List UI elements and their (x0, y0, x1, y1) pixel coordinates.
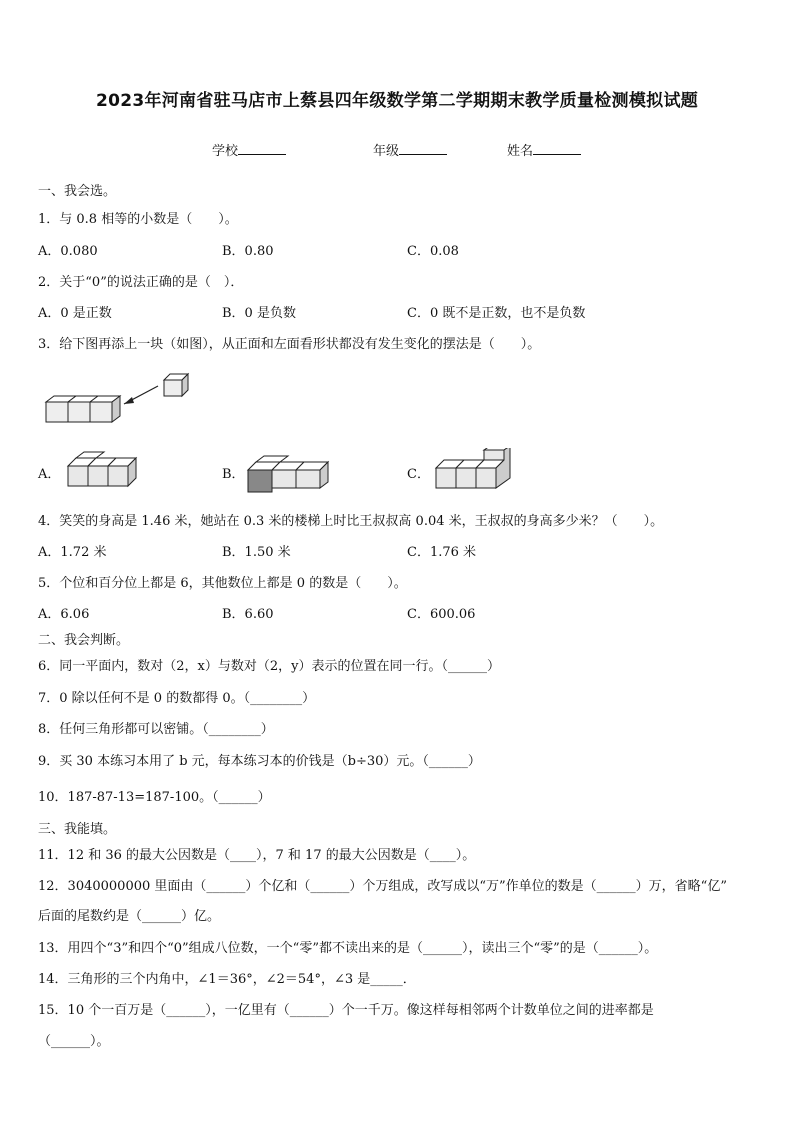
question-9[interactable]: 9．买 30 本练习本用了 b 元，每本练习本的价钱是（b÷30）元。（______） (38, 754, 481, 769)
q5-option-c[interactable]: C．600.06 (407, 607, 476, 622)
name-blank[interactable] (533, 143, 581, 155)
question-3: 3．给下图再添上一块（如图），从正面和左面看形状都没有发生变化的摆法是（ ）。 (38, 337, 541, 352)
q4-option-c[interactable]: C．1.76 米 (407, 545, 477, 560)
q2-option-c[interactable]: C．0 既不是正数，也不是负数 (407, 306, 586, 321)
q3-option-a[interactable]: A． (38, 467, 61, 482)
name-field[interactable] (507, 140, 581, 159)
grade-field[interactable] (373, 140, 447, 159)
q1-option-a[interactable]: A．0.080 (38, 244, 98, 259)
section-heading-2: 二、我会判断。 (38, 633, 130, 648)
q1-option-c[interactable]: C．0.08 (407, 244, 459, 259)
q3-option-c-figure (432, 448, 522, 492)
question-10[interactable]: 10．187-87-13=187-100。（______） (38, 790, 271, 805)
question-14[interactable]: 14．三角形的三个内角中，∠1＝36°，∠2＝54°，∠3 是_____． (38, 972, 416, 987)
q3-base-figure (40, 366, 200, 430)
q3-option-c[interactable]: C． (407, 467, 430, 482)
section-heading-3: 三、我能填。 (38, 822, 117, 837)
name-label: 姓名 (507, 144, 534, 159)
q4-option-a[interactable]: A．1.72 米 (38, 545, 107, 560)
question-7[interactable]: 7．0 除以任何不是 0 的数都得 0。（________） (38, 691, 316, 706)
question-11[interactable]: 11．12 和 36 的最大公因数是（____），7 和 17 的最大公因数是（____）。 (38, 848, 476, 863)
question-1: 1．与 0.8 相等的小数是（ ）。 (38, 212, 238, 227)
question-5: 5．个位和百分位上都是 6，其他数位上都是 0 的数是（ ）。 (38, 576, 407, 591)
grade-label: 年级 (373, 144, 400, 159)
q3-option-b[interactable]: B． (222, 467, 245, 482)
school-blank[interactable] (238, 143, 286, 155)
q1-option-b[interactable]: B．0.80 (222, 244, 274, 259)
question-15-line-2[interactable]: （______）。 (38, 1034, 110, 1049)
question-12-line-2[interactable]: 后面的尾数约是（______）亿。 (38, 909, 221, 924)
q5-option-b[interactable]: B．6.60 (222, 607, 274, 622)
q3-option-a-figure (64, 450, 154, 492)
q2-option-b[interactable]: B．0 是负数 (222, 306, 296, 321)
question-4: 4．笑笑的身高是 1.46 米，她站在 0.3 米的楼梯上时比王叔叔高 0.04 米，王叔叔的身高多少米？（ ）。 (38, 514, 664, 529)
question-2: 2．关于“0”的说法正确的是（ ）． (38, 275, 244, 290)
q2-option-a[interactable]: A．0 是正数 (38, 306, 112, 321)
page-title: 2023年河南省驻马店市上蔡县四年级数学第二学期期末教学质量检测模拟试题 (95, 91, 699, 111)
q5-option-a[interactable]: A．6.06 (38, 607, 90, 622)
question-15-line-1[interactable]: 15．10 个一百万是（______），一亿里有（______）个一千万。像这样每相邻两个计数单位之间的进率都是 (38, 1003, 654, 1018)
question-8[interactable]: 8．任何三角形都可以密铺。（________） (38, 722, 274, 737)
q4-option-b[interactable]: B．1.50 米 (222, 545, 291, 560)
grade-blank[interactable] (399, 143, 447, 155)
question-6[interactable]: 6．同一平面内，数对（2，x）与数对（2，y）表示的位置在同一行。（______） (38, 659, 500, 674)
q3-option-b-figure (244, 452, 336, 496)
school-field[interactable] (212, 140, 286, 159)
question-12-line-1[interactable]: 12．3040000000 里面由（______）个亿和（______）个万组成，改写成以“万”作单位的数是（______）万，省略“亿” (38, 879, 727, 894)
question-13[interactable]: 13．用四个“3”和四个“0”组成八位数，一个“零”都不读出来的是（______），读出三个“零”的是（______）。 (38, 941, 658, 956)
school-label: 学校 (212, 144, 239, 159)
section-heading-1: 一、我会选。 (38, 184, 117, 199)
